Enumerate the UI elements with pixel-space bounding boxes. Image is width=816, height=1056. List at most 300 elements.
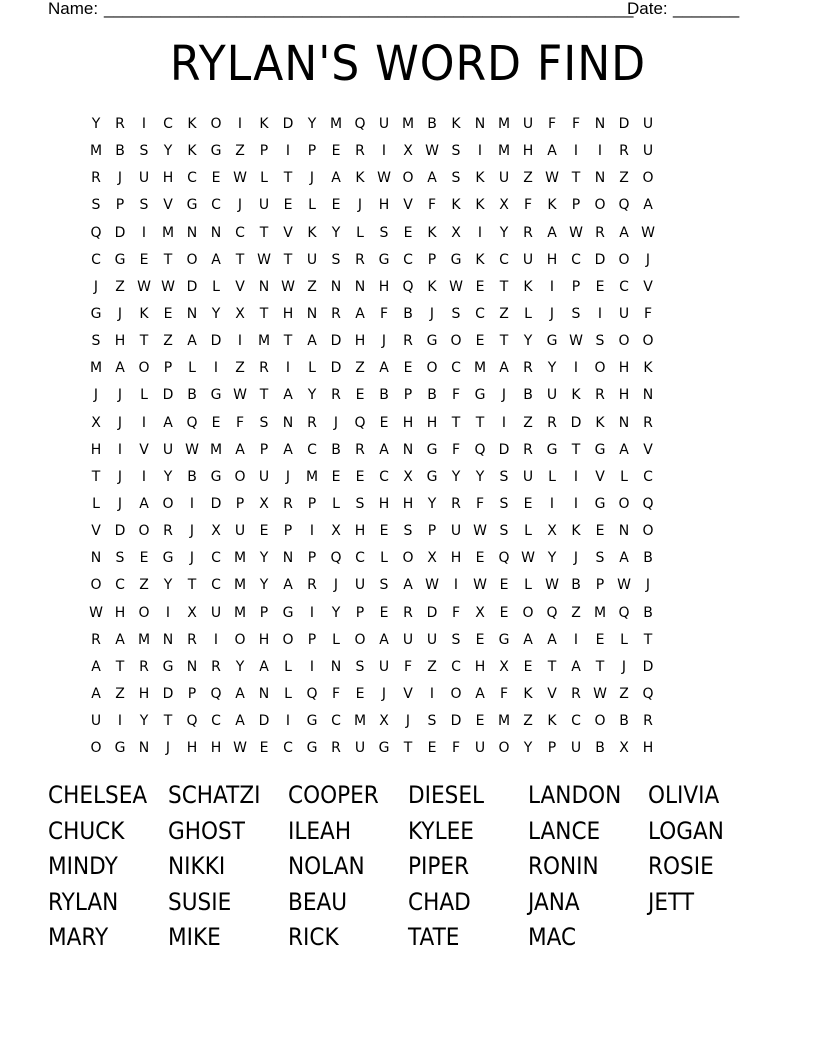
grid-letter: J — [645, 251, 651, 268]
grid-letter: T — [115, 658, 125, 675]
grid-letter: F — [379, 306, 389, 323]
grid-letter: F — [331, 686, 341, 703]
grid-letter: E — [523, 658, 533, 675]
grid-letter: W — [137, 278, 151, 295]
header-line — [0, 0, 816, 21]
grid-letter: A — [547, 143, 557, 160]
grid-letter: I — [477, 143, 483, 160]
grid-row — [84, 192, 732, 219]
grid-letter: E — [499, 577, 509, 594]
grid-letter: B — [643, 604, 653, 621]
grid-letter: Q — [546, 604, 558, 621]
grid-letter: F — [523, 197, 533, 214]
grid-letter: Y — [427, 496, 437, 513]
grid-letter: O — [210, 116, 222, 133]
grid-letter: D — [114, 224, 126, 241]
grid-letter: R — [355, 441, 365, 458]
grid-letter: T — [139, 333, 149, 350]
word-list-item: OLIVIA — [648, 781, 720, 809]
grid-letter: S — [139, 143, 149, 160]
grid-letter: O — [90, 577, 102, 594]
grid-letter: I — [117, 713, 123, 730]
grid-letter: U — [498, 170, 510, 187]
grid-letter: F — [547, 116, 557, 133]
name-blank: ________________________________________________________ — [104, 0, 634, 18]
grid-letter: H — [354, 523, 366, 540]
grid-letter: L — [332, 496, 340, 513]
grid-letter: P — [259, 604, 269, 621]
grid-letter: Z — [619, 170, 629, 187]
grid-letter: Z — [427, 658, 437, 675]
grid-letter: U — [522, 468, 534, 485]
grid-row — [84, 301, 732, 328]
grid-letter: Q — [474, 441, 486, 458]
grid-row — [84, 654, 732, 681]
grid-letter: P — [547, 740, 557, 757]
grid-letter: P — [427, 523, 437, 540]
grid-letter: M — [473, 360, 487, 377]
grid-letter: H — [618, 360, 630, 377]
grid-letter: J — [189, 550, 195, 567]
grid-letter: O — [594, 360, 606, 377]
grid-letter: K — [523, 278, 533, 295]
grid-letter: Y — [331, 224, 341, 241]
grid-letter: D — [162, 686, 174, 703]
grid-letter: R — [643, 414, 653, 431]
grid-letter: U — [354, 577, 366, 594]
grid-letter: E — [283, 197, 293, 214]
grid-letter: Q — [618, 604, 630, 621]
grid-letter: J — [285, 468, 291, 485]
grid-letter: F — [451, 740, 461, 757]
grid-letter: A — [235, 713, 245, 730]
grid-letter: C — [211, 713, 221, 730]
grid-letter: Z — [235, 143, 245, 160]
grid-letter: I — [597, 306, 603, 323]
grid-letter: O — [138, 523, 150, 540]
grid-letter: L — [92, 496, 100, 513]
grid-letter: Q — [498, 550, 510, 567]
grid-letter: V — [163, 197, 173, 214]
grid-letter: R — [331, 306, 341, 323]
grid-letter: J — [405, 713, 411, 730]
grid-letter: H — [114, 333, 126, 350]
grid-letter: W — [185, 441, 199, 458]
grid-letter: G — [210, 387, 222, 404]
grid-letter: X — [331, 523, 341, 540]
grid-letter: D — [618, 116, 630, 133]
grid-letter: I — [285, 713, 291, 730]
grid-letter: S — [139, 197, 149, 214]
grid-letter: U — [474, 740, 486, 757]
grid-letter: O — [426, 360, 438, 377]
grid-letter: O — [618, 251, 630, 268]
grid-letter: U — [426, 631, 438, 648]
grid-letter: A — [643, 197, 653, 214]
grid-letter: D — [642, 658, 654, 675]
grid-letter: F — [643, 306, 653, 323]
grid-letter: E — [331, 143, 341, 160]
grid-letter: M — [353, 713, 367, 730]
grid-letter: W — [257, 251, 271, 268]
grid-letter: G — [546, 441, 558, 458]
grid-letter: Y — [307, 116, 317, 133]
grid-row — [84, 111, 732, 138]
grid-letter: A — [379, 360, 389, 377]
grid-letter: S — [331, 251, 341, 268]
grid-letter: W — [569, 224, 583, 241]
grid-letter: F — [403, 658, 413, 675]
grid-letter: P — [307, 631, 317, 648]
grid-letter: E — [211, 170, 221, 187]
grid-letter: Q — [186, 414, 198, 431]
grid-letter: I — [141, 468, 147, 485]
grid-letter: Y — [91, 116, 101, 133]
grid-letter: S — [379, 577, 389, 594]
grid-letter: H — [402, 496, 414, 513]
grid-letter: E — [427, 740, 437, 757]
grid-letter: X — [427, 550, 437, 567]
grid-letter: S — [451, 143, 461, 160]
grid-letter: E — [403, 224, 413, 241]
grid-letter: B — [187, 468, 197, 485]
grid-letter: C — [283, 740, 293, 757]
grid-letter: A — [571, 658, 581, 675]
grid-letter: P — [307, 550, 317, 567]
grid-letter: G — [282, 604, 294, 621]
grid-letter: R — [259, 360, 269, 377]
grid-letter: W — [521, 550, 535, 567]
grid-letter: W — [233, 387, 247, 404]
grid-letter: P — [259, 143, 269, 160]
grid-letter: I — [573, 468, 579, 485]
grid-letter: O — [138, 360, 150, 377]
grid-letter: G — [426, 441, 438, 458]
grid-letter: F — [451, 604, 461, 621]
grid-letter: Z — [619, 686, 629, 703]
word-list-item: RICK — [288, 923, 339, 952]
word-list-item: BEAU — [288, 887, 348, 916]
grid-letter: K — [139, 306, 149, 323]
grid-letter: B — [427, 116, 437, 133]
grid-letter: U — [210, 604, 222, 621]
grid-letter: S — [355, 496, 365, 513]
grid-letter: F — [571, 116, 581, 133]
page-title: RYLAN'S WORD FIND — [169, 36, 647, 92]
grid-letter: P — [259, 441, 269, 458]
grid-letter: V — [643, 441, 653, 458]
grid-letter: A — [91, 658, 101, 675]
grid-letter: N — [90, 550, 102, 567]
grid-letter: I — [141, 224, 147, 241]
grid-letter: D — [114, 523, 126, 540]
word-list-item: PIPER — [408, 852, 470, 881]
word-list-item: DIESEL — [408, 781, 485, 809]
grid-letter: Y — [523, 333, 533, 350]
grid-letter: Y — [259, 550, 269, 567]
grid-letter: J — [93, 387, 99, 404]
grid-letter: L — [524, 306, 532, 323]
grid-letter: C — [211, 197, 221, 214]
grid-letter: H — [426, 414, 438, 431]
grid-letter: H — [138, 686, 150, 703]
grid-letter: F — [451, 387, 461, 404]
grid-letter: V — [403, 197, 413, 214]
grid-letter: N — [594, 116, 606, 133]
grid-row — [84, 545, 732, 572]
grid-letter: J — [117, 387, 123, 404]
grid-letter: Y — [139, 713, 149, 730]
grid-letter: G — [210, 143, 222, 160]
grid-letter: Z — [571, 604, 581, 621]
grid-letter: N — [162, 631, 174, 648]
grid-letter: A — [283, 387, 293, 404]
grid-letter: J — [357, 197, 363, 214]
grid-letter: E — [595, 278, 605, 295]
grid-letter: R — [643, 713, 653, 730]
grid-row — [84, 382, 732, 409]
grid-letter: C — [619, 278, 629, 295]
grid-letter: Q — [330, 550, 342, 567]
grid-letter: C — [355, 550, 365, 567]
grid-letter: G — [186, 197, 198, 214]
grid-letter: L — [524, 523, 532, 540]
grid-letter: O — [618, 333, 630, 350]
grid-letter: M — [497, 116, 511, 133]
grid-letter: E — [139, 550, 149, 567]
grid-row — [84, 437, 732, 464]
grid-row — [84, 708, 732, 735]
grid-letter: W — [617, 577, 631, 594]
grid-letter: N — [642, 387, 654, 404]
grid-letter: R — [211, 658, 221, 675]
grid-letter: I — [597, 143, 603, 160]
grid-letter: T — [451, 414, 461, 431]
grid-letter: C — [91, 251, 101, 268]
grid-row — [84, 247, 732, 274]
grid-letter: A — [475, 686, 485, 703]
grid-letter: I — [285, 360, 291, 377]
grid-letter: S — [451, 306, 461, 323]
grid-letter: I — [573, 143, 579, 160]
grid-letter: M — [305, 468, 319, 485]
grid-letter: W — [161, 278, 175, 295]
grid-letter: E — [379, 523, 389, 540]
grid-letter: S — [499, 523, 509, 540]
grid-letter: I — [573, 631, 579, 648]
grid-letter: R — [331, 387, 341, 404]
grid-letter: D — [282, 116, 294, 133]
grid-letter: T — [283, 333, 293, 350]
grid-letter: B — [523, 387, 533, 404]
grid-letter: W — [233, 170, 247, 187]
grid-letter: D — [210, 333, 222, 350]
grid-letter: L — [548, 468, 556, 485]
grid-letter: O — [450, 333, 462, 350]
grid-letter: H — [258, 631, 270, 648]
grid-letter: S — [427, 713, 437, 730]
word-list-item: TATE — [408, 923, 460, 952]
grid-letter: K — [547, 197, 557, 214]
grid-letter: H — [450, 550, 462, 567]
grid-letter: H — [354, 333, 366, 350]
grid-letter: H — [522, 143, 534, 160]
grid-letter: U — [378, 658, 390, 675]
grid-row — [84, 491, 732, 518]
grid-letter: K — [259, 116, 269, 133]
grid-letter: R — [307, 577, 317, 594]
grid-letter: P — [283, 523, 293, 540]
grid-letter: J — [93, 278, 99, 295]
word-list-item: MINDY — [48, 852, 118, 881]
grid-letter: L — [332, 631, 340, 648]
grid-letter: G — [378, 251, 390, 268]
grid-letter: V — [283, 224, 293, 241]
grid-letter: J — [117, 306, 123, 323]
grid-letter: U — [138, 170, 150, 187]
word-list-item: SUSIE — [168, 887, 232, 916]
word-list-item: RONIN — [528, 852, 599, 881]
date-label: Date: — [627, 0, 668, 18]
grid-letter: K — [187, 143, 197, 160]
grid-letter: L — [620, 468, 628, 485]
grid-letter: U — [642, 116, 654, 133]
grid-letter: O — [186, 251, 198, 268]
grid-row — [84, 165, 732, 192]
grid-letter: L — [140, 387, 148, 404]
grid-letter: C — [211, 550, 221, 567]
grid-letter: K — [451, 197, 461, 214]
grid-letter: A — [499, 360, 509, 377]
grid-letter: D — [570, 414, 582, 431]
grid-letter: C — [379, 468, 389, 485]
grid-letter: Z — [115, 278, 125, 295]
grid-letter: L — [380, 550, 388, 567]
word-list-item: CHELSEA — [48, 781, 148, 809]
grid-letter: A — [115, 360, 125, 377]
grid-letter: U — [258, 468, 270, 485]
grid-letter: M — [89, 143, 103, 160]
grid-letter: M — [233, 604, 247, 621]
grid-letter: T — [283, 170, 293, 187]
grid-letter: S — [355, 658, 365, 675]
grid-letter: M — [593, 604, 607, 621]
grid-letter: P — [235, 496, 245, 513]
grid-letter: Y — [547, 550, 557, 567]
grid-letter: P — [403, 387, 413, 404]
grid-letter: E — [475, 631, 485, 648]
grid-letter: O — [138, 604, 150, 621]
grid-letter: A — [163, 414, 173, 431]
grid-letter: C — [475, 306, 485, 323]
grid-letter: G — [306, 713, 318, 730]
grid-letter: Q — [186, 713, 198, 730]
grid-letter: J — [117, 468, 123, 485]
grid-letter: R — [331, 740, 341, 757]
grid-letter: L — [620, 631, 628, 648]
grid-letter: V — [235, 278, 245, 295]
grid-letter: O — [282, 631, 294, 648]
word-list-item: JETT — [648, 887, 695, 916]
grid-letter: K — [595, 414, 605, 431]
grid-letter: S — [115, 550, 125, 567]
grid-letter: O — [594, 197, 606, 214]
grid-letter: A — [379, 631, 389, 648]
grid-letter: K — [475, 197, 485, 214]
grid-letter: Z — [307, 278, 317, 295]
word-list-item: LANDON — [528, 781, 622, 809]
grid-letter: I — [117, 441, 123, 458]
grid-letter: E — [523, 496, 533, 513]
grid-letter: R — [595, 387, 605, 404]
grid-letter: N — [330, 658, 342, 675]
grid-letter: I — [429, 686, 435, 703]
grid-letter: I — [189, 496, 195, 513]
grid-letter: W — [545, 170, 559, 187]
grid-letter: M — [233, 550, 247, 567]
grid-letter: M — [401, 116, 415, 133]
grid-letter: C — [571, 713, 581, 730]
grid-letter: H — [90, 441, 102, 458]
grid-letter: W — [593, 686, 607, 703]
grid-letter: N — [282, 414, 294, 431]
grid-letter: V — [595, 468, 605, 485]
grid-letter: G — [594, 496, 606, 513]
grid-letter: G — [162, 658, 174, 675]
word-list-item: MARY — [48, 923, 109, 952]
grid-letter: N — [210, 224, 222, 241]
grid-letter: O — [498, 740, 510, 757]
grid-letter: U — [354, 740, 366, 757]
grid-letter: K — [355, 170, 365, 187]
grid-row — [84, 627, 732, 654]
grid-letter: G — [210, 468, 222, 485]
grid-letter: U — [450, 523, 462, 540]
grid-letter: E — [475, 713, 485, 730]
grid-row — [84, 138, 732, 165]
grid-letter: E — [139, 251, 149, 268]
grid-letter: U — [306, 251, 318, 268]
grid-letter: Y — [211, 306, 221, 323]
grid-letter: T — [571, 441, 581, 458]
grid-letter: A — [211, 251, 221, 268]
grid-letter: Y — [547, 360, 557, 377]
grid-letter: M — [137, 631, 151, 648]
grid-letter: R — [595, 224, 605, 241]
grid-letter: V — [91, 523, 101, 540]
grid-letter: J — [309, 170, 315, 187]
grid-letter: J — [381, 333, 387, 350]
grid-letter: Q — [354, 414, 366, 431]
grid-letter: A — [523, 631, 533, 648]
grid-letter: C — [643, 468, 653, 485]
grid-letter: H — [378, 197, 390, 214]
grid-letter: X — [211, 523, 221, 540]
grid-letter: Y — [451, 468, 461, 485]
grid-letter: C — [115, 577, 125, 594]
grid-letter: I — [237, 116, 243, 133]
word-list-item: CHAD — [408, 887, 471, 916]
grid-letter: J — [573, 550, 579, 567]
grid-letter: G — [546, 333, 558, 350]
grid-letter: N — [618, 523, 630, 540]
grid-letter: O — [354, 631, 366, 648]
grid-letter: S — [379, 224, 389, 241]
grid-letter: C — [235, 224, 245, 241]
grid-letter: K — [307, 224, 317, 241]
grid-letter: C — [499, 251, 509, 268]
grid-letter: J — [117, 414, 123, 431]
